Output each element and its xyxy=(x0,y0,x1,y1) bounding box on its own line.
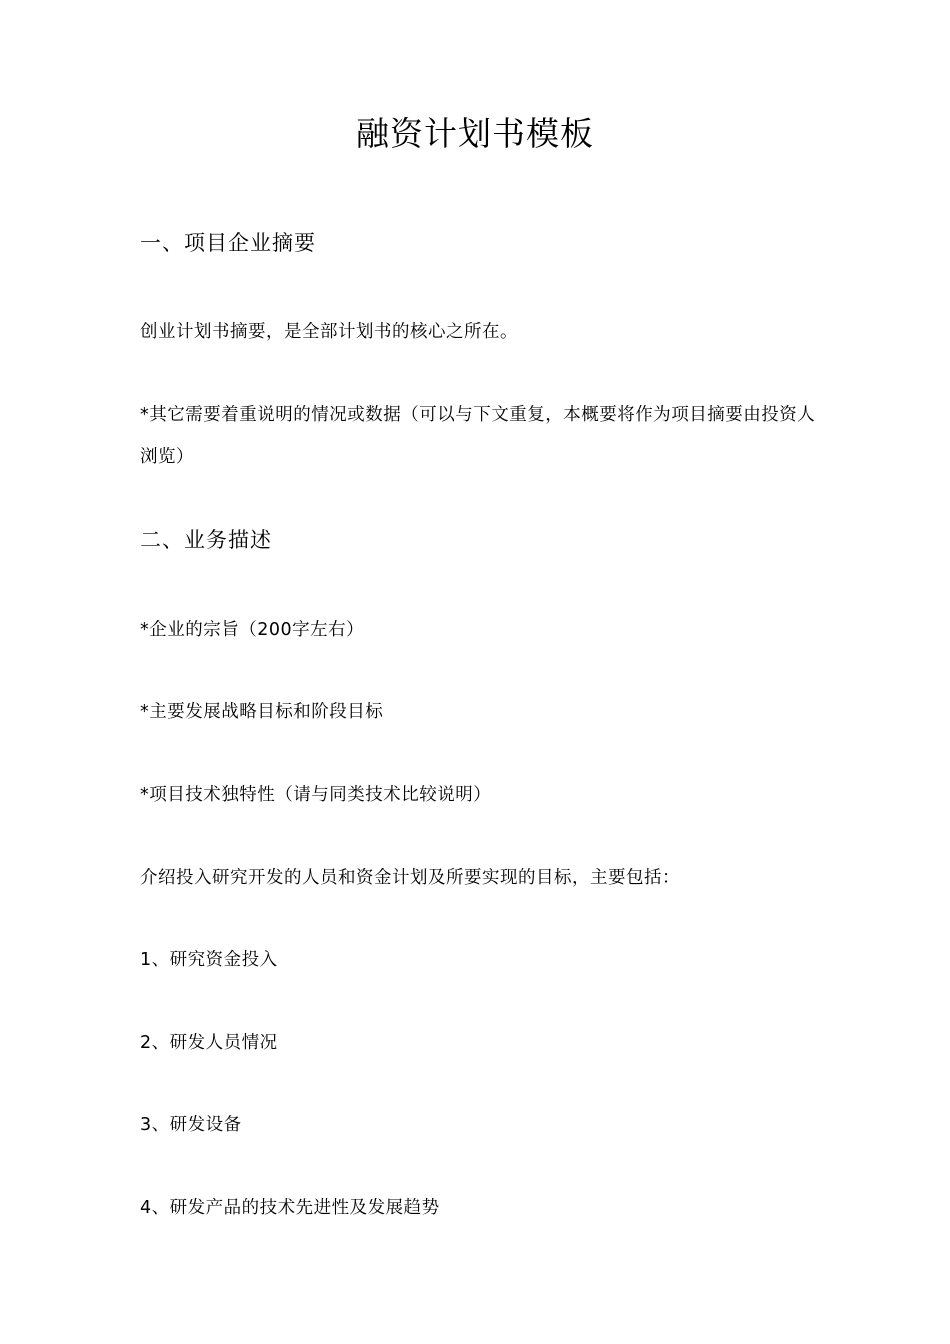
list-item: 2、研发人员情况 xyxy=(140,1033,278,1053)
list-item: 4、研发产品的技术先进性及发展趋势 xyxy=(140,1198,440,1218)
section-heading-summary: 一、项目企业摘要 xyxy=(140,231,316,255)
paragraph: 创业计划书摘要，是全部计划书的核心之所在。 xyxy=(140,322,518,342)
paragraph: *项目技术独特性（请与同类技术比较说明） xyxy=(140,785,492,805)
document-title: 融资计划书模板 xyxy=(356,114,594,153)
list-item: 1、研究资金投入 xyxy=(140,950,278,970)
paragraph: 介绍投入研究开发的人员和资金计划及所要实现的目标，主要包括： xyxy=(140,868,680,888)
list-item: 3、研发设备 xyxy=(140,1115,242,1135)
paragraph: *企业的宗旨（200字左右） xyxy=(140,620,365,640)
paragraph: *主要发展战略目标和阶段目标 xyxy=(140,702,384,722)
section-heading-business: 二、业务描述 xyxy=(140,528,272,552)
paragraph: *其它需要着重说明的情况或数据（可以与下文重复，本概要将作为项目摘要由投资人浏览） xyxy=(140,405,816,467)
